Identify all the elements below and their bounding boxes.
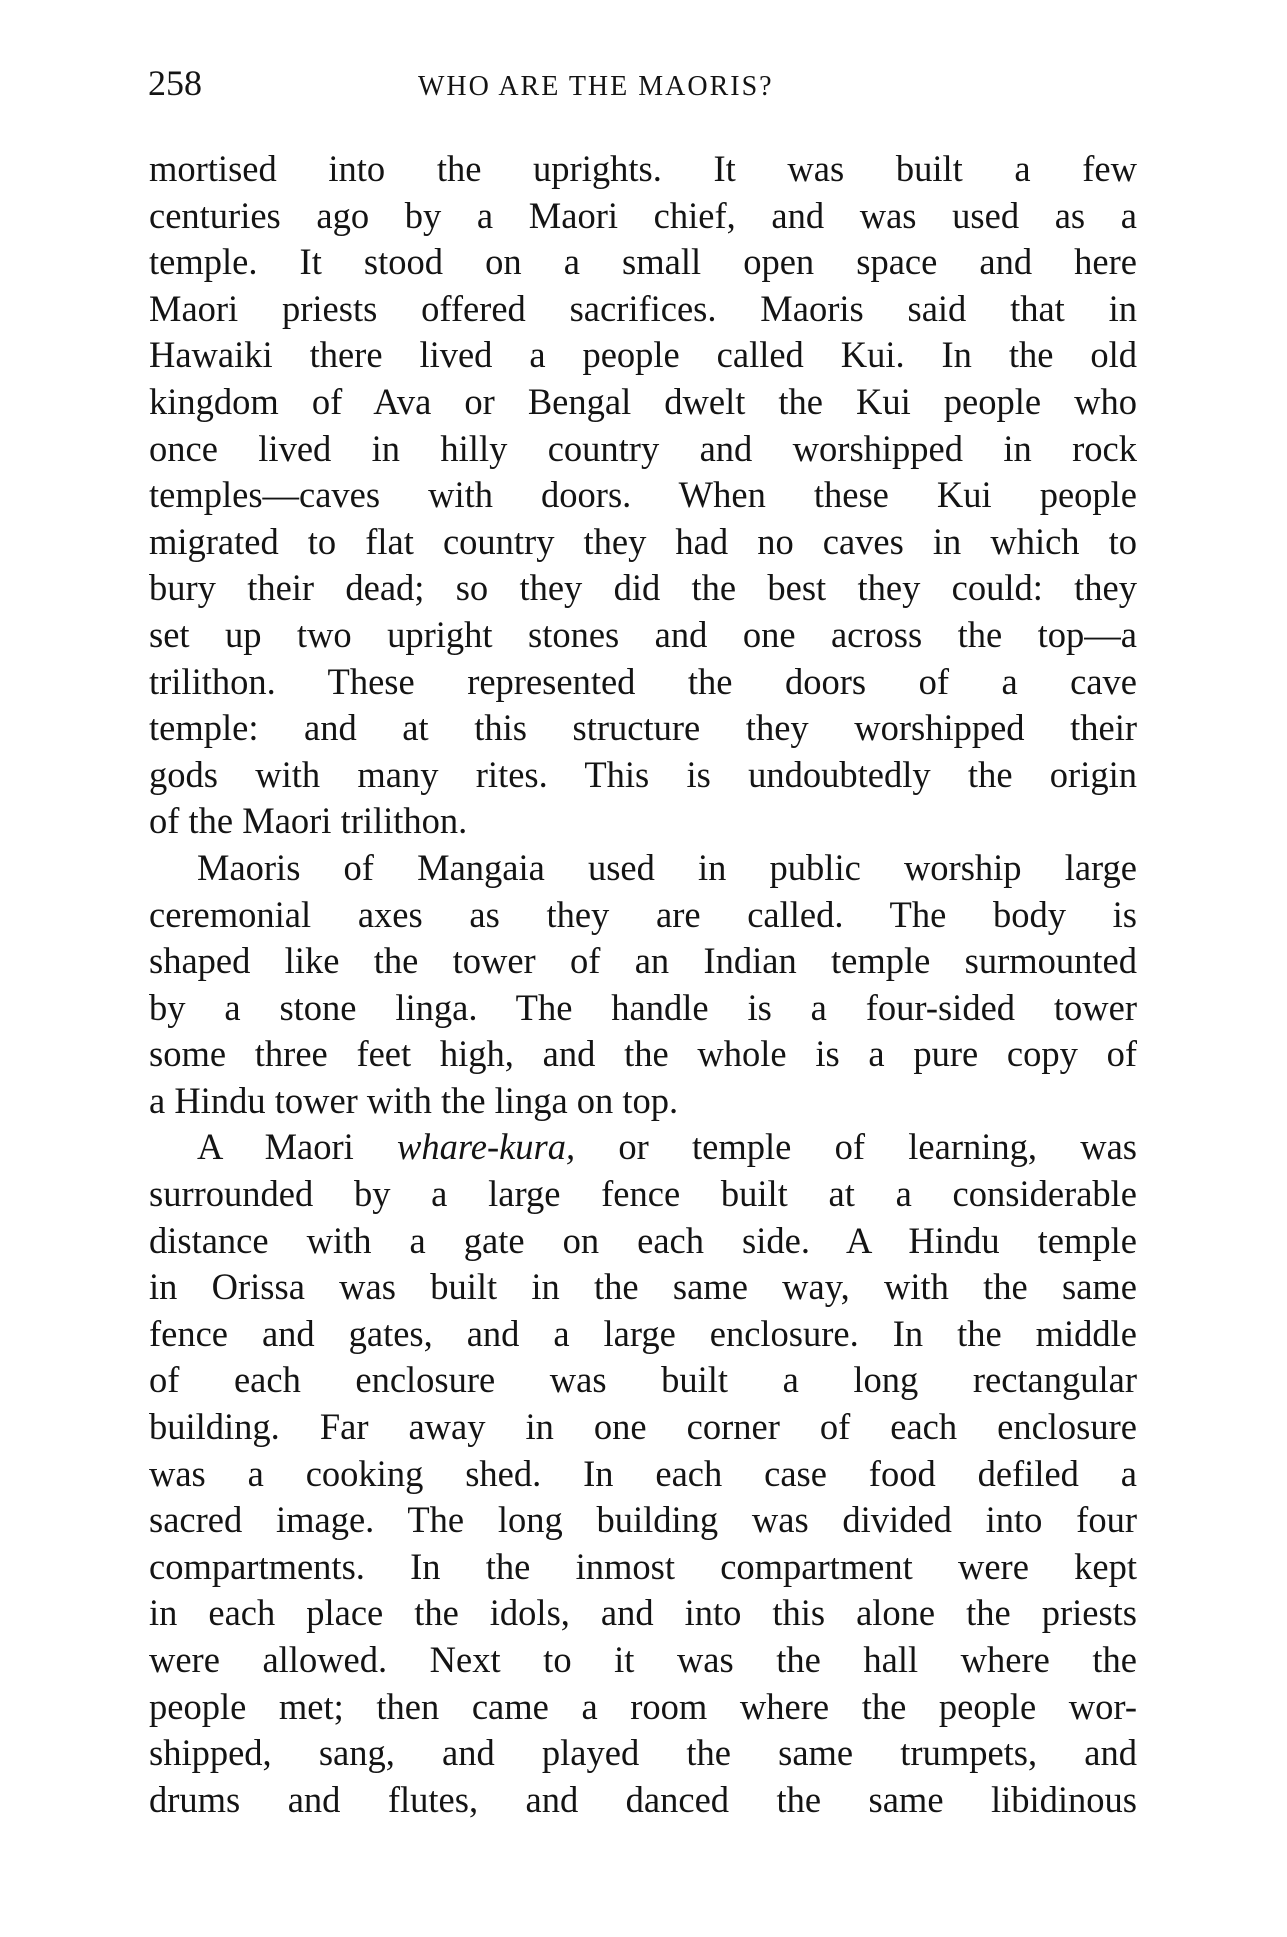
paragraph-3 (149, 1124, 1137, 1823)
text-line: trilithon. These represented the doors of a cave (149, 660, 1137, 702)
text-line: temples—caves with doors. When these Kui people (149, 474, 1137, 516)
body-text (149, 146, 1137, 1823)
text-line: building. Far away in one corner of each enclosure (149, 1406, 1137, 1448)
text-line: Maori priests offered sacrifices. Maoris said that in (149, 287, 1137, 329)
text-line: drums and flutes, and danced the same libidinous (149, 1778, 1137, 1820)
text-line: in each place the idols, and into this alone the priests (149, 1592, 1137, 1634)
text-line: distance with a gate on each side. A Hindu temple (149, 1219, 1137, 1261)
text-line: a Hindu tower with the linga on top. (149, 1079, 679, 1121)
italic-term: whare-kura, (397, 1126, 576, 1168)
text-line: shipped, sang, and played the same trumpets, and (149, 1732, 1137, 1774)
text-line: compartments. In the inmost compartment were kept (149, 1545, 1137, 1587)
page-number: 258 (148, 63, 202, 103)
text-line: were allowed. Next to it was the hall where the (149, 1639, 1137, 1680)
text-segment: A Maori (197, 1126, 398, 1168)
text-line: once lived in hilly country and worshipped in rock (149, 427, 1137, 469)
text-line: people met; then came a room where the people wor- (149, 1685, 1137, 1727)
text-line: sacred image. The long building was divided into four (149, 1499, 1137, 1541)
text-line: was a cooking shed. In each case food defiled a (149, 1452, 1137, 1494)
text-line: Hawaiki there lived a people called Kui. In the old (149, 334, 1137, 376)
text-line: in Orissa was built in the same way, with the same (149, 1266, 1137, 1308)
text-line: some three feet high, and the whole is a pure copy of (149, 1033, 1137, 1075)
text-line: temple: and at this structure they worshipped their (149, 707, 1137, 749)
text-line: set up two upright stones and one across the top—a (149, 613, 1137, 655)
text-line: of each enclosure was built a long rectangular (149, 1359, 1137, 1401)
text-line: centuries ago by a Maori chief, and was used as a (149, 194, 1137, 236)
running-head (148, 58, 1138, 108)
text-line: migrated to flat country they had no caves in which to (149, 520, 1137, 562)
text-line: by a stone linga. The handle is a four-sided tower (149, 986, 1137, 1028)
text-line: of the Maori trilithon. (149, 800, 468, 842)
text-line: fence and gates, and a large enclosure. In the middle (149, 1312, 1137, 1354)
text-line: shaped like the tower of an Indian temple surmounted (149, 940, 1137, 982)
text-line: gods with many rites. This is undoubtedly the origin (149, 753, 1137, 795)
text-segment: or temple of learning, was (575, 1126, 1137, 1168)
text-line: ceremonial axes as they are called. The body is (149, 893, 1137, 935)
paragraph-2 (149, 845, 1137, 1125)
text-line: bury their dead; so they did the best they could: they (149, 567, 1137, 609)
paragraph-1 (149, 146, 1137, 845)
text-line: surrounded by a large fence built at a considerable (149, 1173, 1137, 1215)
text-line: temple. It stood on a small open space and here (149, 241, 1137, 283)
text-line (149, 1124, 1137, 1171)
text-line: kingdom of Ava or Bengal dwelt the Kui people who (149, 380, 1137, 422)
text-line: mortised into the uprights. It was built a few (149, 148, 1137, 189)
running-title: WHO ARE THE MAORIS? (418, 71, 774, 102)
text-line: Maoris of Mangaia used in public worship large (197, 846, 1137, 888)
